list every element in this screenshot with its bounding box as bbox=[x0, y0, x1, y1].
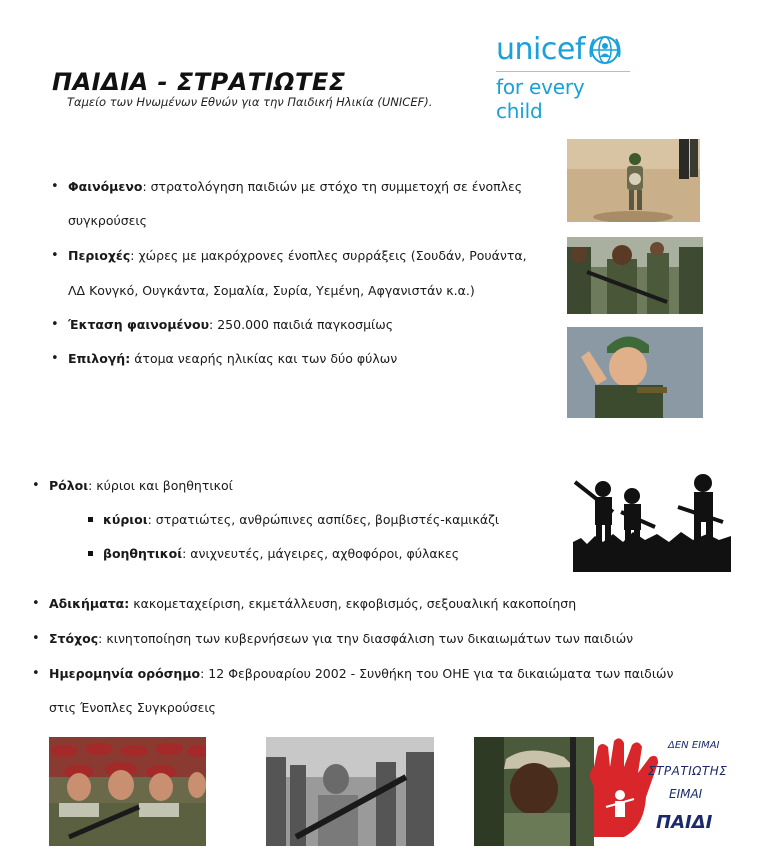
child-soldiers-silhouette bbox=[573, 472, 731, 572]
bullet-label: Φαινόμενο bbox=[68, 179, 143, 194]
page-subtitle: Ταμείο των Ηνωμένων Εθνών για την Παιδική Ηλικία (UNICEF). bbox=[67, 95, 433, 109]
bullet-phenomenon-cont: συγκρούσεις bbox=[68, 213, 147, 228]
bullet-extent bbox=[68, 317, 393, 333]
child-rifle-bw-photo bbox=[266, 737, 434, 846]
bullet-text: κακομεταχείριση, εκμετάλλευση, εκφοβισμός, σεξουαλική κακοποίηση bbox=[129, 596, 577, 611]
bullet-label: Επιλογή: bbox=[68, 351, 131, 366]
bullet-text: : στρατιώτες, ανθρώπινες ασπίδες, βομβιστές-καμικάζι bbox=[147, 512, 500, 527]
bullet-text: άτομα νεαρής ηλικίας και των δύο φύλων bbox=[130, 351, 398, 366]
globe-icon bbox=[588, 33, 622, 67]
logo-tagline: for every child bbox=[496, 75, 585, 123]
page-title: ΠΑΙΔΙΑ - ΣΤΡΑΤΙΩΤΕΣ bbox=[52, 68, 346, 96]
bullet-text: : στρατολόγηση παιδιών με στόχο τη συμμετοχή σε ένοπλες bbox=[142, 179, 523, 194]
bullet-text: : ανιχνευτές, μάγειρες, αχθοφόροι, φύλακες bbox=[182, 546, 460, 561]
bullet-text: : 250.000 παιδιά παγκοσμίως bbox=[209, 317, 394, 332]
bullet-text: : χώρες με μακρόχρονες ένοπλες συρράξεις (Σουδάν, Ρουάντα, bbox=[130, 248, 527, 263]
unicef-logo bbox=[496, 32, 636, 123]
subbullet-main bbox=[103, 512, 499, 528]
bullet-roles bbox=[49, 478, 233, 494]
bullet-text: : 12 Φεβρουαρίου 2002 - Συνθήκη του ΟΗΕ για τα δικαιώματα των παιδιών bbox=[200, 666, 674, 681]
bullet-phenomenon bbox=[68, 179, 522, 195]
bullet-label: Αδικήματα: bbox=[49, 596, 130, 611]
bullet-regions-cont: ΛΔ Κονγκό, Ουγκάντα, Σομαλία, Συρία, Υεμένη, Αφγανιστάν κ.α.) bbox=[68, 283, 475, 298]
bullet-text: : κύριοι και βοηθητικοί bbox=[88, 478, 233, 493]
logo-wordmark: unicef bbox=[496, 32, 585, 67]
bullet-regions bbox=[68, 248, 527, 264]
children-red-berets-photo bbox=[49, 737, 206, 846]
bullet-selection bbox=[68, 351, 397, 367]
child-soldier-rifle-photo bbox=[567, 237, 703, 314]
poster-line-1: ΔΕΝ ΕΙΜΑΙ bbox=[668, 740, 720, 751]
poster-line-4: ΠΑΙΔΙ bbox=[656, 812, 713, 833]
bullet-offenses bbox=[49, 596, 576, 612]
subbullet-auxiliary bbox=[103, 546, 459, 562]
bullet-label: Έκταση φαινομένου bbox=[68, 317, 210, 332]
poster-line-2: ΣΤΡΑΤΙΩΤΗΣ bbox=[648, 764, 728, 778]
poster-line-3: ΕΙΜΑΙ bbox=[669, 787, 703, 801]
bullet-milestone bbox=[49, 666, 674, 682]
child-saluting-photo bbox=[567, 327, 703, 418]
bullet-milestone-cont: στις Ένοπλες Συγκρούσεις bbox=[49, 700, 216, 715]
bullet-label: Στόχος bbox=[49, 631, 99, 646]
child-soldier-desert-photo bbox=[567, 139, 700, 222]
bullet-label: Περιοχές bbox=[68, 248, 131, 263]
bullet-label: κύριοι bbox=[103, 512, 148, 527]
bullet-label: Ρόλοι bbox=[49, 478, 89, 493]
bullet-text: : κινητοποίηση των κυβερνήσεων για την διασφάλιση των δικαιωμάτων των παιδιών bbox=[98, 631, 634, 646]
logo-divider bbox=[496, 71, 630, 72]
bullet-goal bbox=[49, 631, 633, 647]
bullet-label: Ημερομηνία ορόσημο bbox=[49, 666, 201, 681]
poster-text bbox=[668, 740, 738, 752]
bullet-label: βοηθητικοί bbox=[103, 546, 183, 561]
